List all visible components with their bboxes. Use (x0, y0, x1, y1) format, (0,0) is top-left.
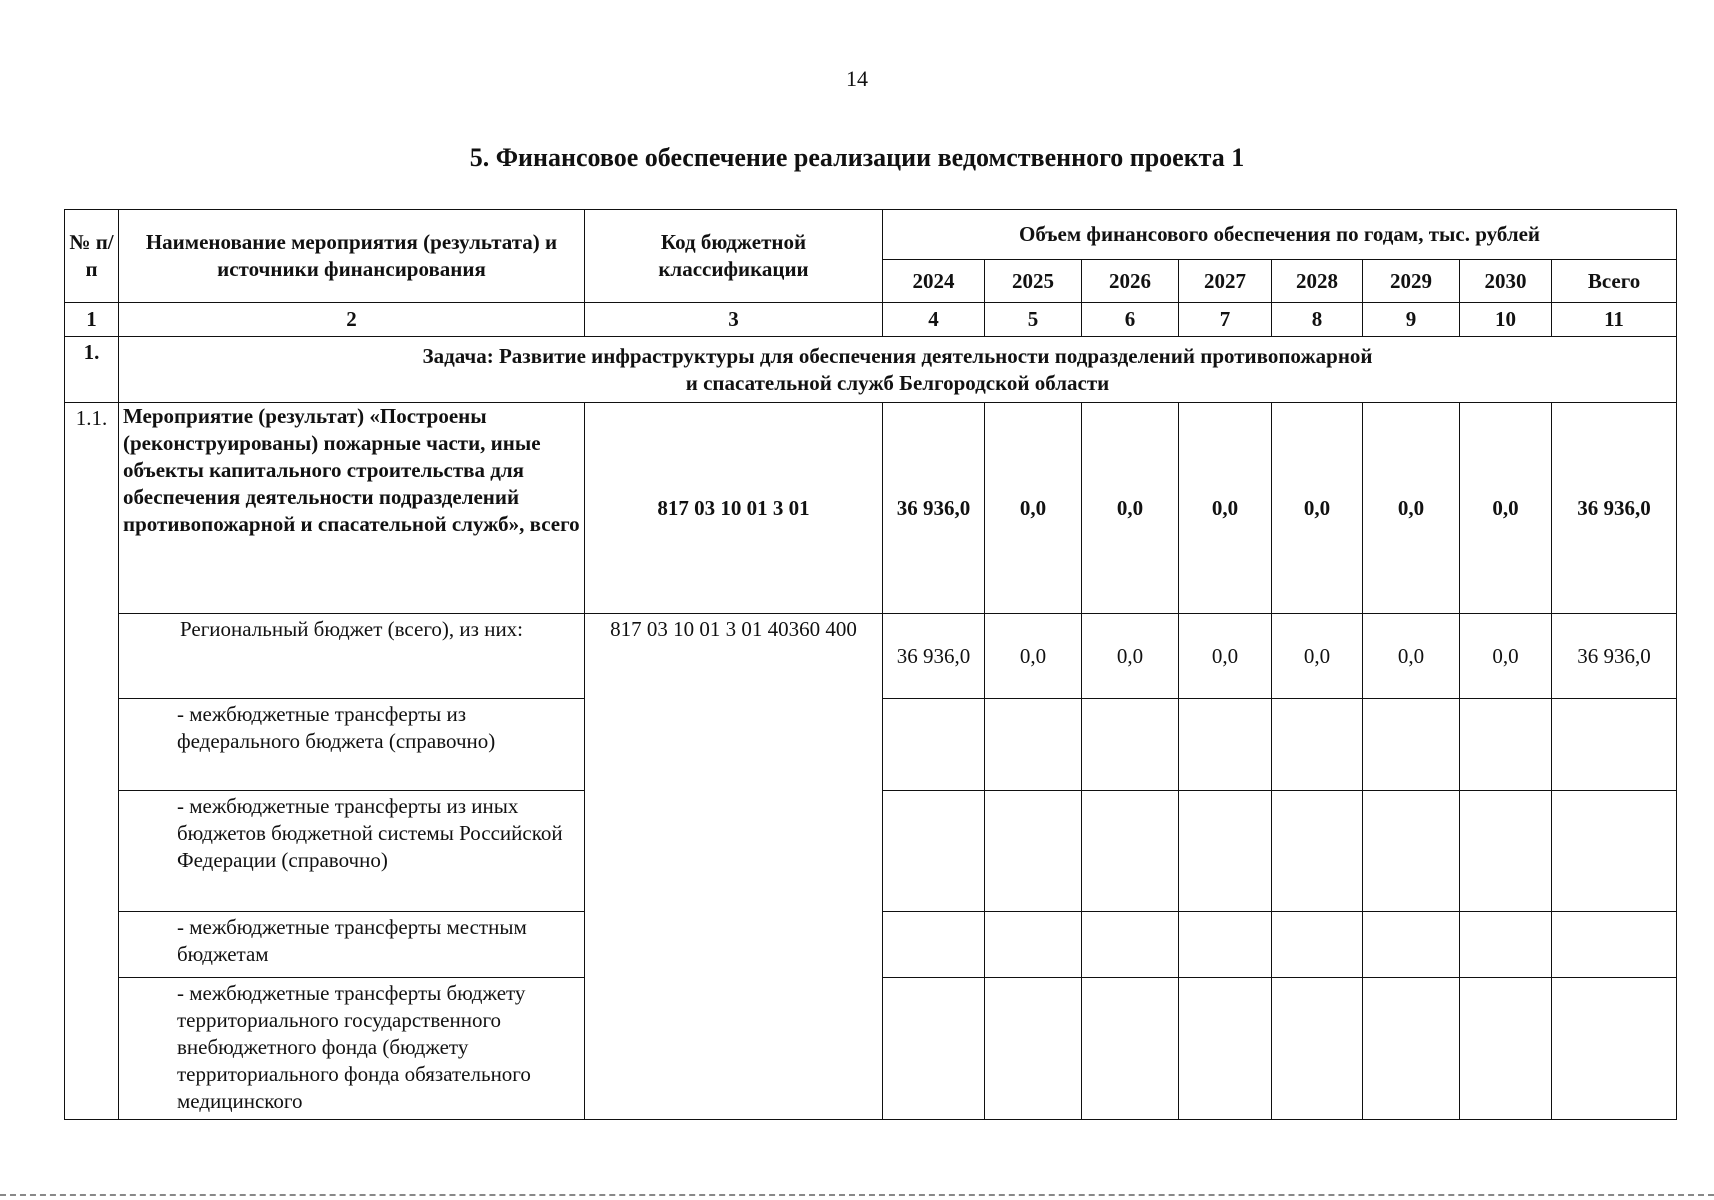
empty-cell (1272, 978, 1363, 1120)
empty-cell (985, 699, 1082, 791)
event-value: 0,0 (1272, 403, 1363, 614)
regional-budget-row (65, 614, 1677, 699)
header-year: 2029 (1363, 260, 1460, 303)
col-number: 5 (985, 303, 1082, 337)
col-number: 9 (1363, 303, 1460, 337)
empty-cell (1363, 791, 1460, 912)
regional-value: 0,0 (985, 614, 1082, 699)
subitem-name: - межбюджетные трансферты бюджету территориального государственного внебюджетного фонда (бюджету территориального фонда обязательного медицинского (119, 978, 585, 1120)
header-row-1 (65, 210, 1677, 260)
task-row (65, 337, 1677, 403)
regional-value: 0,0 (1082, 614, 1179, 699)
empty-cell (1552, 912, 1677, 978)
header-year: 2024 (883, 260, 985, 303)
empty-cell (1082, 912, 1179, 978)
header-name: Наименование мероприятия (результата) и источники финансирования (119, 210, 585, 303)
event-value: 0,0 (1179, 403, 1272, 614)
regional-value: 0,0 (1460, 614, 1552, 699)
task-title-line: Задача: Развитие инфраструктуры для обеспечения деятельности подразделений противопожарной (422, 343, 1373, 368)
event-name: Мероприятие (результат) «Построены (реконструированы) пожарные части, иные объекты капитального строительства для обеспечения деятельности подразделений противопожарной и спасательной служб», всего (119, 403, 585, 614)
event-value: 0,0 (1082, 403, 1179, 614)
page-bottom-edge (0, 1194, 1714, 1198)
header-year: 2025 (985, 260, 1082, 303)
empty-cell (883, 978, 985, 1120)
empty-cell (1552, 699, 1677, 791)
event-value: 36 936,0 (883, 403, 985, 614)
empty-cell (1179, 699, 1272, 791)
col-number: 10 (1460, 303, 1552, 337)
regional-value: 0,0 (1272, 614, 1363, 699)
column-numbers-row (65, 303, 1677, 337)
task-title-line: и спасательной служб Белгородской области (685, 370, 1110, 395)
empty-cell (1179, 978, 1272, 1120)
regional-value: 0,0 (1179, 614, 1272, 699)
empty-cell (883, 791, 985, 912)
header-num: № п/п (65, 210, 119, 303)
empty-cell (1179, 791, 1272, 912)
regional-total: 36 936,0 (1552, 614, 1677, 699)
empty-cell (883, 912, 985, 978)
event-value: 0,0 (985, 403, 1082, 614)
subitem-name: - межбюджетные трансферты из иных бюджетов бюджетной системы Российской Федерации (справочно) (119, 791, 585, 912)
empty-cell (985, 912, 1082, 978)
empty-cell (1179, 912, 1272, 978)
empty-cell (1460, 699, 1552, 791)
empty-cell (1272, 699, 1363, 791)
event-number: 1.1. (65, 403, 119, 1120)
document-title: 5. Финансовое обеспечение реализации ведомственного проекта 1 (469, 143, 1245, 172)
col-number: 8 (1272, 303, 1363, 337)
col-number: 7 (1179, 303, 1272, 337)
empty-cell (1272, 912, 1363, 978)
event-row (65, 403, 1677, 614)
task-number: 1. (65, 337, 119, 403)
empty-cell (1363, 912, 1460, 978)
event-code: 817 03 10 01 3 01 (585, 403, 883, 614)
header-volume: Объем финансового обеспечения по годам, тыс. рублей (883, 210, 1677, 260)
regional-value: 0,0 (1363, 614, 1460, 699)
regional-budget-code: 817 03 10 01 3 01 40360 400 (585, 614, 883, 1120)
col-number: 11 (1552, 303, 1677, 337)
empty-cell (1272, 791, 1363, 912)
empty-cell (985, 791, 1082, 912)
col-number: 4 (883, 303, 985, 337)
col-number: 3 (585, 303, 883, 337)
empty-cell (1082, 978, 1179, 1120)
header-code: Код бюджетной классификации (585, 210, 883, 303)
col-number: 2 (119, 303, 585, 337)
regional-budget-name: Региональный бюджет (всего), из них: (119, 614, 585, 699)
empty-cell (1363, 978, 1460, 1120)
subitem-name: - межбюджетные трансферты местным бюджетам (119, 912, 585, 978)
event-value: 0,0 (1460, 403, 1552, 614)
empty-cell (1082, 699, 1179, 791)
event-total: 36 936,0 (1552, 403, 1677, 614)
empty-cell (1460, 791, 1552, 912)
header-year: 2028 (1272, 260, 1363, 303)
col-number: 6 (1082, 303, 1179, 337)
empty-cell (883, 699, 985, 791)
financial-table (64, 209, 1677, 1120)
empty-cell (1363, 699, 1460, 791)
empty-cell (985, 978, 1082, 1120)
col-number: 1 (65, 303, 119, 337)
task-title (119, 337, 1677, 403)
empty-cell (1460, 978, 1552, 1120)
regional-value: 36 936,0 (883, 614, 985, 699)
header-year: 2026 (1082, 260, 1179, 303)
empty-cell (1552, 791, 1677, 912)
empty-cell (1460, 912, 1552, 978)
subitem-name: - межбюджетные трансферты из федерального бюджета (справочно) (119, 699, 585, 791)
event-value: 0,0 (1363, 403, 1460, 614)
header-total: Всего (1552, 260, 1677, 303)
empty-cell (1082, 791, 1179, 912)
page-number: 14 (846, 66, 868, 91)
header-year: 2027 (1179, 260, 1272, 303)
header-year: 2030 (1460, 260, 1552, 303)
empty-cell (1552, 978, 1677, 1120)
